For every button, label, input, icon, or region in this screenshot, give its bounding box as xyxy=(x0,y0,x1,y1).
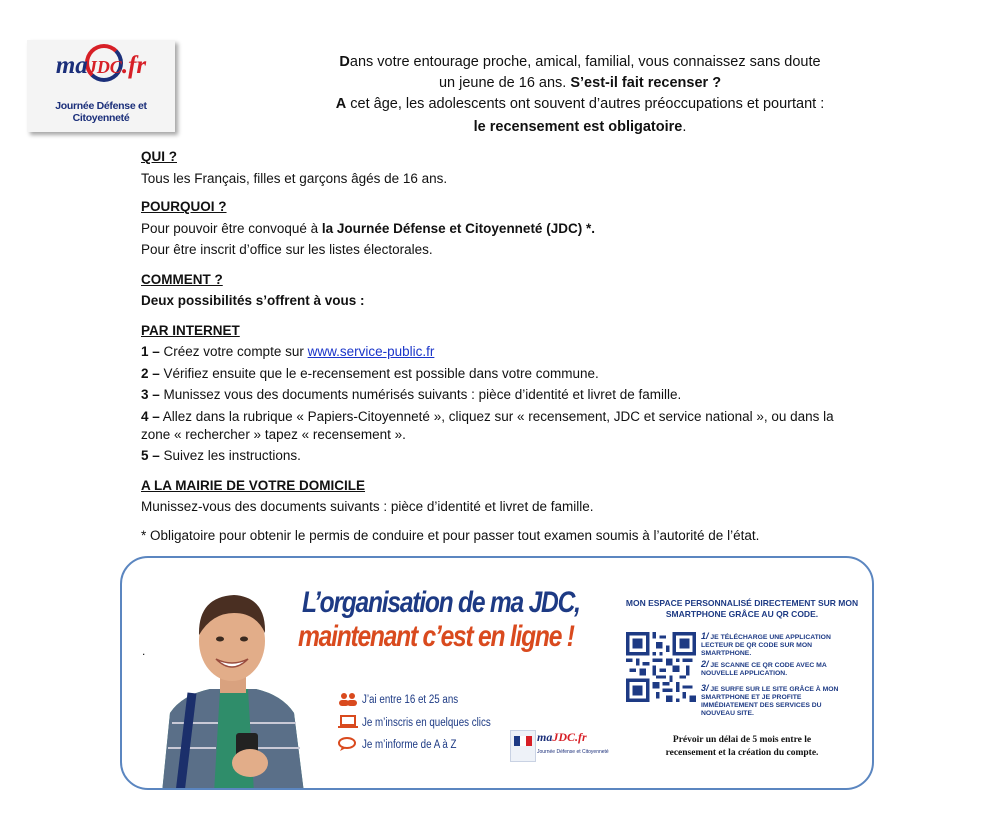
pourquoi-text-2: Pour être inscrit d’office sur les listes électorales. xyxy=(141,242,433,257)
jdc-online-banner xyxy=(120,556,874,790)
qr-step-number: 3/ xyxy=(701,683,709,693)
banner-title-line-1: L’organisation de ma JDC, xyxy=(302,586,580,619)
banner-footer-line-2: recensement et la création du compte. xyxy=(665,748,819,758)
qr-step-text: JE TÉLÉCHARGE UNE APPLICATION LECTEUR DE QR CODE SUR MON SMARTPHONE. xyxy=(701,634,831,657)
qr-step-text: JE SURFE SUR LE SITE GRÂCE À MON SMARTPHONE ET JE PROFITE IMMÉDIATEMENT DES SERVICES DU NOUVEAU SITE. xyxy=(701,686,839,717)
internet-step-1 xyxy=(141,343,434,361)
mairie-text: Munissez-vous des documents suivants : pièce d’identité et livret de famille. xyxy=(141,499,594,514)
step-text: Vérifiez ensuite que le e-recensement est possible dans votre commune. xyxy=(159,366,599,381)
qr-step-number: 2/ xyxy=(701,659,709,669)
heading-internet: PAR INTERNET xyxy=(141,323,240,338)
comment-text: Deux possibilités s’offrent à vous : xyxy=(141,293,365,308)
pourquoi-jdc: la Journée Défense et Citoyenneté (JDC) *. xyxy=(321,221,595,236)
qr-heading: MON ESPACE PERSONNALISÉ DIRECTEMENT SUR MON SMARTPHONE GRÂCE AU QR CODE. xyxy=(625,598,859,619)
heading-mairie: A LA MAIRIE DE VOTRE DOMICILE xyxy=(141,478,366,493)
banner-footer-note xyxy=(617,734,867,760)
step-number: 5 – xyxy=(141,448,160,463)
intro-dropcap-a: A xyxy=(335,96,347,112)
jdc-logo xyxy=(27,40,175,132)
footnote: * Obligatoire pour obtenir le permis de conduire et pour passer tout examen soumis à l’autorité de l’état. xyxy=(141,528,760,543)
internet-step-4 xyxy=(141,408,834,426)
intro-dropcap-d: D xyxy=(339,54,350,70)
heading-comment: COMMENT ? xyxy=(141,272,223,287)
mini-logo-fr: .fr xyxy=(575,730,587,744)
qui-text: Tous les Français, filles et garçons âgés de 16 ans. xyxy=(141,171,448,186)
people-icon xyxy=(338,692,358,706)
chat-bubble-icon xyxy=(338,737,358,751)
pourquoi-text-1 xyxy=(141,220,595,238)
qr-step-2 xyxy=(701,660,851,678)
intro-period: . xyxy=(682,119,687,135)
internet-step-5 xyxy=(141,447,301,465)
qr-step-3 xyxy=(701,684,851,718)
step-text: Allez dans la rubrique « Papiers-Citoyenneté », cliquez sur « recensement, JDC et service national », ou dans la xyxy=(159,409,834,424)
logo-subtitle: Journée Défense et Citoyenneté xyxy=(55,100,147,124)
qr-code-icon[interactable] xyxy=(626,632,696,702)
step-text: Créez votre compte sur xyxy=(159,344,308,359)
intro-mandatory: le recensement est obligatoire xyxy=(473,119,683,135)
heading-qui: QUI ? xyxy=(141,149,177,164)
qr-step-1 xyxy=(701,632,851,658)
mini-logo-wordmark xyxy=(537,730,612,745)
step-text: Suivez les instructions. xyxy=(159,448,301,463)
step-number: 1 – xyxy=(141,344,160,359)
banner-title-line-2: maintenant c’est en ligne ! xyxy=(298,620,574,653)
service-public-link[interactable]: www.service-public.fr xyxy=(307,344,435,359)
intro-line-3-text: cet âge, les adolescents ont souvent d’autres préoccupations et pourtant : xyxy=(346,96,825,112)
marianne-flag-icon xyxy=(510,730,536,762)
laptop-icon xyxy=(338,715,358,729)
mini-logo-jdc: JDC xyxy=(552,730,576,744)
internet-step-3 xyxy=(141,386,681,404)
internet-step-2 xyxy=(141,365,599,383)
intro-line-2-text: un jeune de 16 ans. xyxy=(438,75,571,91)
intro-question: S’est-il fait recenser ? xyxy=(570,75,722,91)
step-number: 3 – xyxy=(141,387,160,402)
step-text: Munissez vous des documents numérisés suivants : pièce d’identité et livret de famille. xyxy=(159,387,682,402)
feature-info: Je m’informe de A à Z xyxy=(362,739,457,751)
intro-line-3 xyxy=(260,94,900,115)
banner-dot: . xyxy=(142,644,146,658)
feature-signup: Je m’inscris en quelques clics xyxy=(362,717,491,729)
logo-wordmark xyxy=(27,52,175,80)
mini-logo-ma: ma xyxy=(537,730,553,744)
heading-pourquoi: POURQUOI ? xyxy=(141,199,227,214)
mini-jdc-logo xyxy=(537,730,612,766)
logo-wordmark-jdc: JDC xyxy=(87,57,122,77)
internet-step-4-cont: zone « rechercher » tapez « recensement ». xyxy=(141,427,406,442)
qr-step-number: 1/ xyxy=(701,631,709,641)
feature-age: J’ai entre 16 et 25 ans xyxy=(362,694,459,706)
step-number: 2 – xyxy=(141,366,160,381)
intro-line-2 xyxy=(260,73,900,94)
intro-line-1-text: ans votre entourage proche, amical, familial, vous connaissez sans doute xyxy=(349,54,821,70)
logo-wordmark-fr: .fr xyxy=(121,52,147,79)
banner-footer-line-1: Prévoir un délai de 5 mois entre le xyxy=(672,735,812,745)
intro-line-4 xyxy=(260,117,900,138)
intro-line-1 xyxy=(260,52,900,73)
logo-wordmark-ma: ma xyxy=(55,52,88,79)
pourquoi-text-1-plain: Pour pouvoir être convoqué à xyxy=(141,221,322,236)
step-number: 4 – xyxy=(141,409,160,424)
qr-step-text: JE SCANNE CE QR CODE AVEC MA NOUVELLE APPLICATION. xyxy=(701,662,827,677)
young-man-photo xyxy=(152,583,312,790)
mini-logo-subtitle: Journée Défense et Citoyenneté xyxy=(537,749,609,755)
